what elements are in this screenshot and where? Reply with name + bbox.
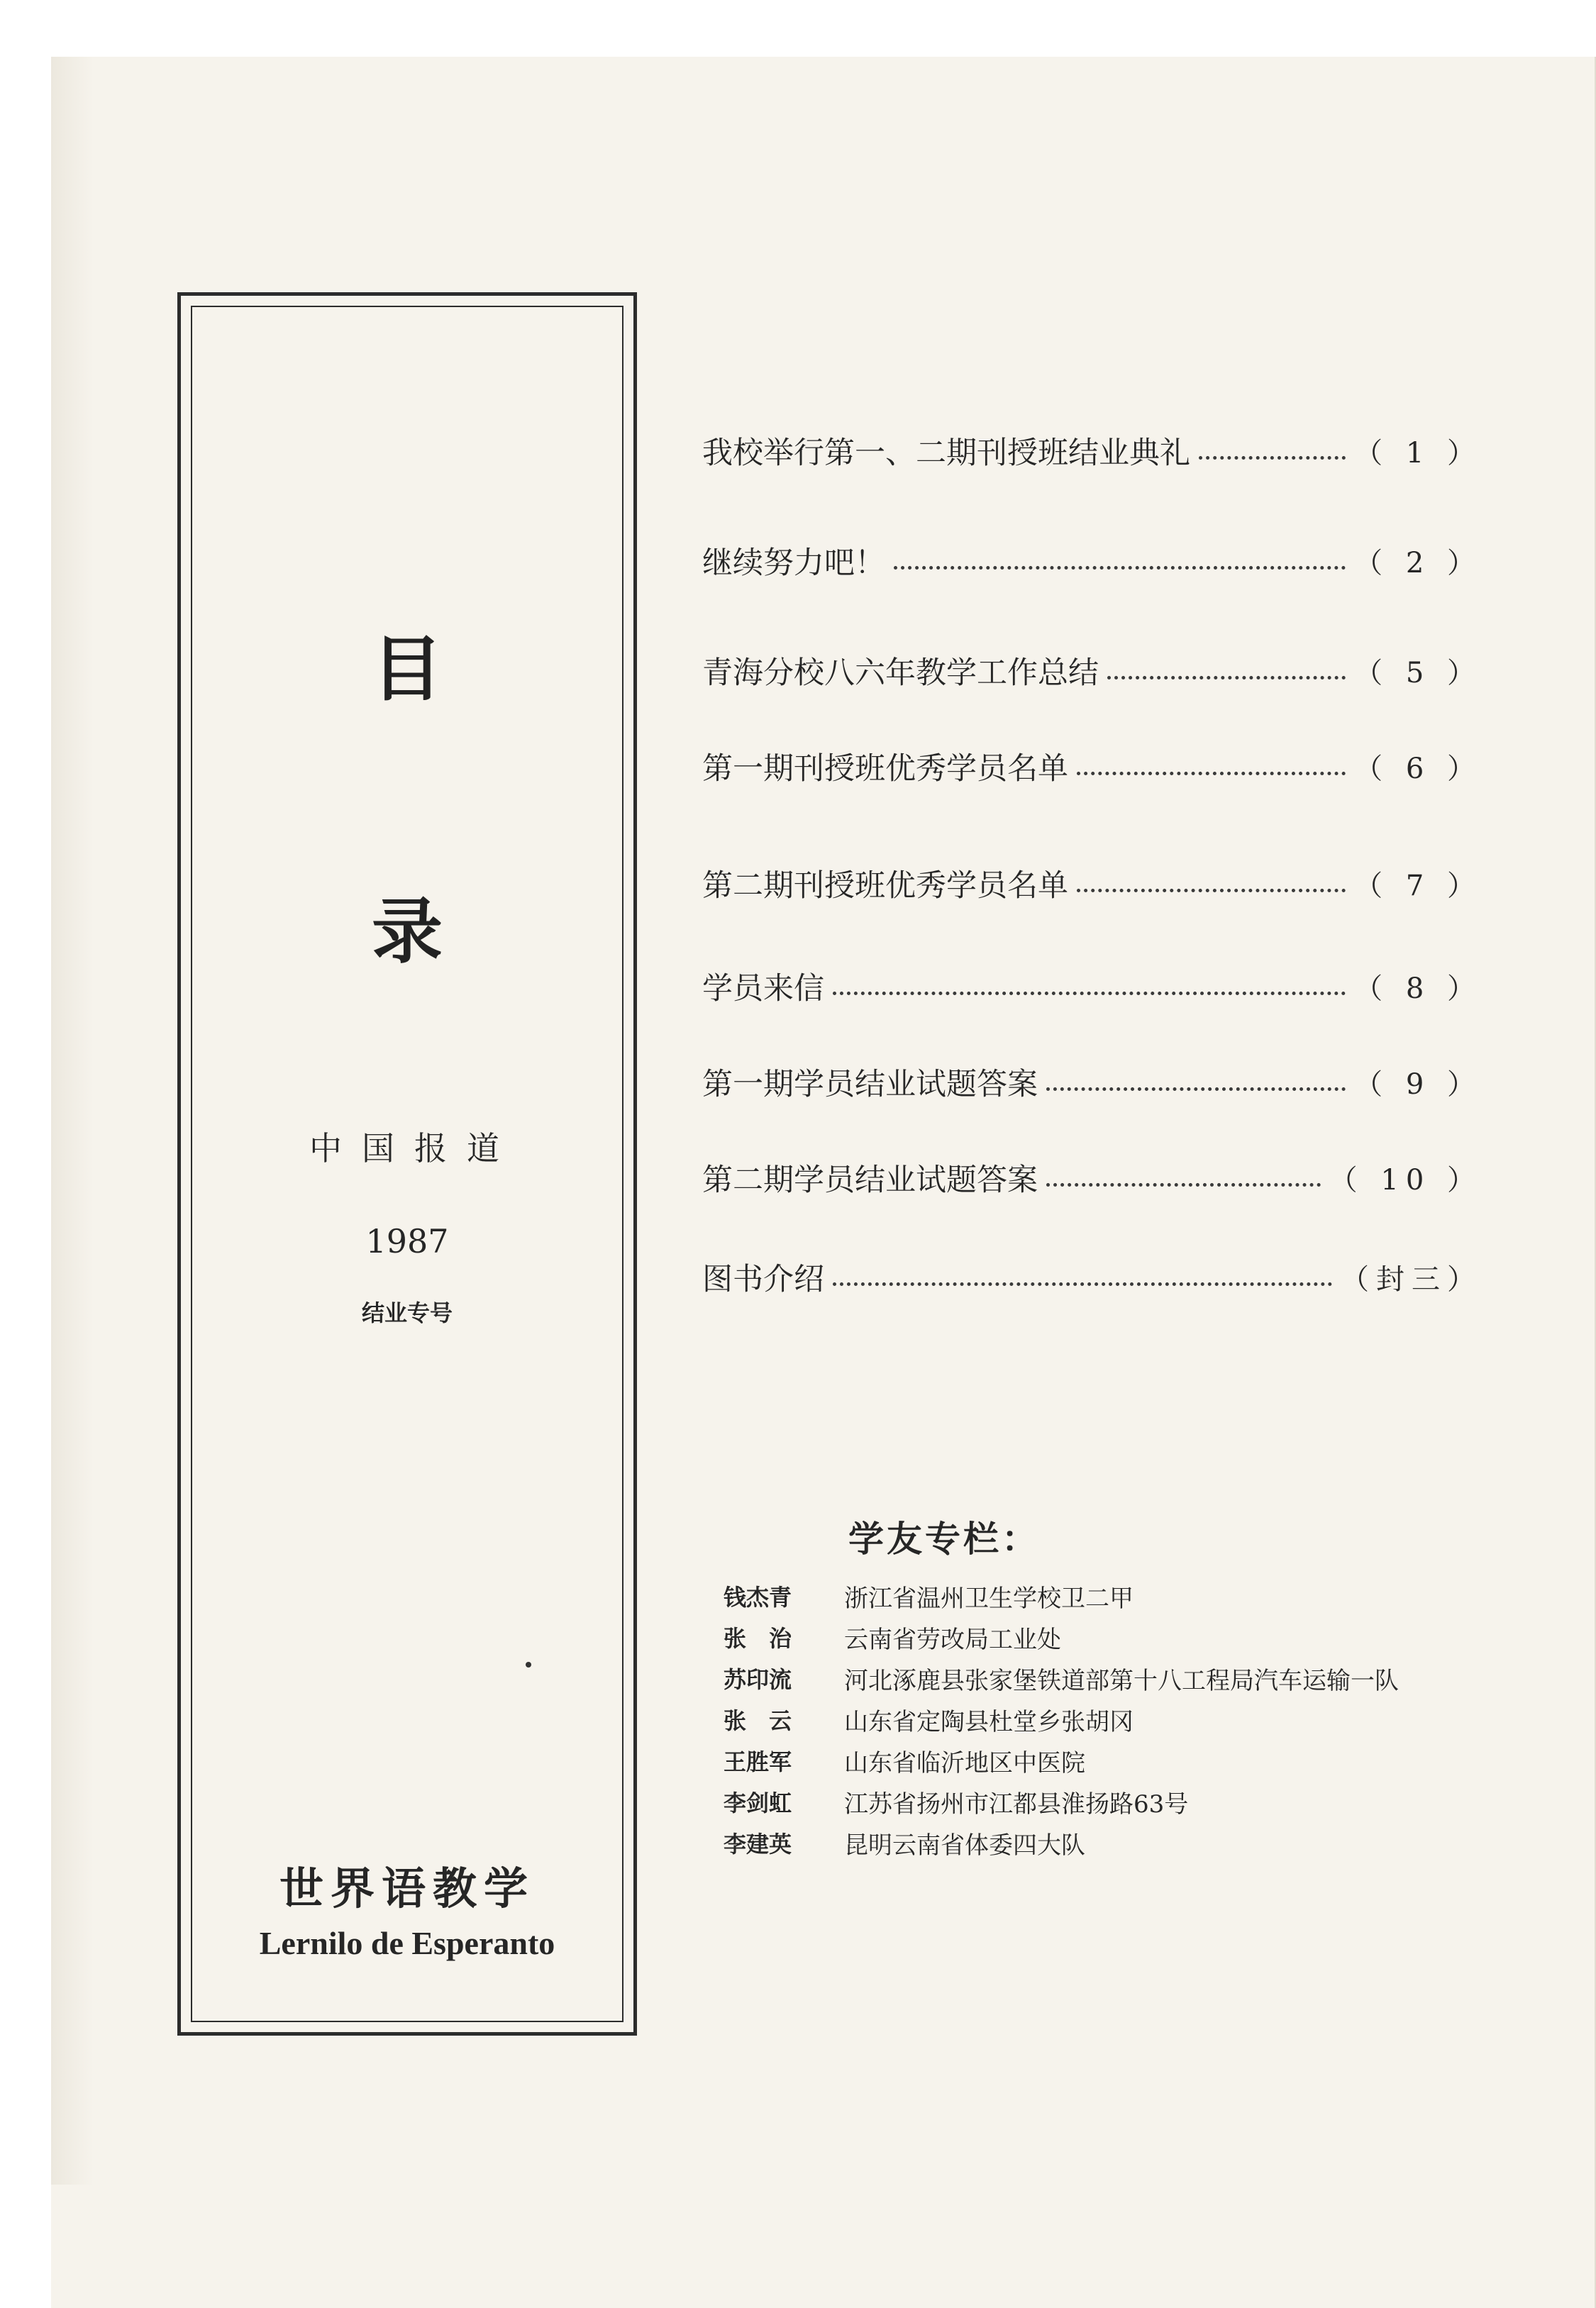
dot-leader — [1107, 676, 1346, 679]
print-dot — [526, 1662, 531, 1668]
toc-entry[interactable] — [702, 1057, 1483, 1106]
member-name: 张 治 — [724, 1625, 792, 1652]
member-address: 云南省劳改局工业处 — [844, 1625, 1061, 1654]
title-panel — [177, 292, 637, 2036]
toc-entry-page: （ 10 ） — [1329, 1163, 1483, 1197]
member-row — [724, 1739, 1085, 1782]
magazine-title-cn: 世界语教学 — [279, 1863, 535, 1914]
toc-entry-page: （ 1 ） — [1354, 436, 1483, 470]
member-name: 李建英 — [724, 1831, 792, 1858]
toc-entry-title: 我校举行第一、二期刊授班结业典礼 — [702, 435, 1190, 471]
toc-entry[interactable] — [702, 1153, 1483, 1202]
toc-entry[interactable] — [702, 1252, 1483, 1302]
dot-leader — [1046, 1183, 1321, 1187]
title-panel-inner-border — [191, 306, 624, 2022]
toc-entry-title: 第二期学员结业试题答案 — [702, 1162, 1038, 1198]
dot-leader — [1077, 772, 1346, 775]
toc-entry[interactable] — [702, 741, 1483, 791]
dot-leader — [1199, 456, 1346, 460]
member-name: 张 云 — [724, 1707, 792, 1734]
member-address: 山东省定陶县杜堂乡张胡冈 — [844, 1707, 1134, 1736]
paper-edge — [51, 57, 94, 2185]
member-row — [724, 1821, 1085, 1864]
toc-entry-page: （ 8 ） — [1354, 972, 1483, 1005]
contents-heading-char-2: 录 — [372, 890, 443, 973]
toc-entry-page: （ 9 ） — [1354, 1067, 1483, 1101]
member-address: 昆明云南省体委四大队 — [844, 1831, 1085, 1860]
toc-entry-page: （封三） — [1341, 1263, 1483, 1296]
toc-entry-title: 图书介绍 — [702, 1261, 824, 1297]
toc-entry-title: 第一期学员结业试题答案 — [702, 1066, 1038, 1102]
member-address: 山东省临沂地区中医院 — [844, 1748, 1085, 1777]
toc-entry-page: （ 5 ） — [1354, 656, 1483, 689]
toc-entry[interactable] — [702, 858, 1483, 908]
contents-heading-char-1: 目 — [372, 628, 443, 711]
toc-entry-page: （ 2 ） — [1354, 546, 1483, 579]
member-row — [724, 1657, 1399, 1699]
publisher-name: 中国报道 — [309, 1129, 519, 1167]
member-address: 河北涿鹿县张家堡铁道部第十八工程局汽车运输一队 — [844, 1666, 1399, 1695]
dot-leader — [833, 1282, 1332, 1286]
member-row — [724, 1616, 1061, 1658]
toc-entry-page: （ 6 ） — [1354, 752, 1483, 785]
member-name: 李剑虹 — [724, 1790, 792, 1816]
member-row — [724, 1698, 1134, 1741]
member-name: 钱杰青 — [724, 1584, 792, 1611]
dot-leader — [833, 992, 1346, 995]
member-row — [724, 1575, 1134, 1617]
toc-entry-title: 第一期刊授班优秀学员名单 — [702, 750, 1068, 787]
toc-entry[interactable] — [702, 426, 1483, 475]
dot-leader — [1046, 1087, 1346, 1091]
column-heading: 学友专栏： — [848, 1519, 1040, 1560]
toc-entry[interactable] — [702, 961, 1483, 1011]
publication-year: 1987 — [365, 1222, 449, 1260]
member-address: 浙江省温州卫生学校卫二甲 — [844, 1584, 1134, 1613]
toc-entry-title: 青海分校八六年教学工作总结 — [702, 655, 1099, 691]
dot-leader — [1077, 889, 1346, 892]
magazine-title-eo: Lernilo de Esperanto — [259, 1925, 555, 1961]
toc-entry[interactable] — [702, 536, 1483, 585]
toc-entry-title: 继续努力吧！ — [702, 545, 885, 581]
toc-entry-title: 学员来信 — [702, 970, 824, 1006]
member-address: 江苏省扬州市江都县淮扬路63号 — [844, 1790, 1189, 1819]
member-row — [724, 1780, 1188, 1823]
toc-entry-page: （ 7 ） — [1354, 869, 1483, 902]
toc-entry[interactable] — [702, 645, 1483, 695]
member-name: 苏印流 — [724, 1666, 792, 1693]
toc-entry-title: 第二期刊授班优秀学员名单 — [702, 867, 1068, 904]
dot-leader — [894, 566, 1346, 570]
member-name: 王胜军 — [724, 1748, 792, 1775]
issue-label: 结业专号 — [361, 1299, 453, 1326]
